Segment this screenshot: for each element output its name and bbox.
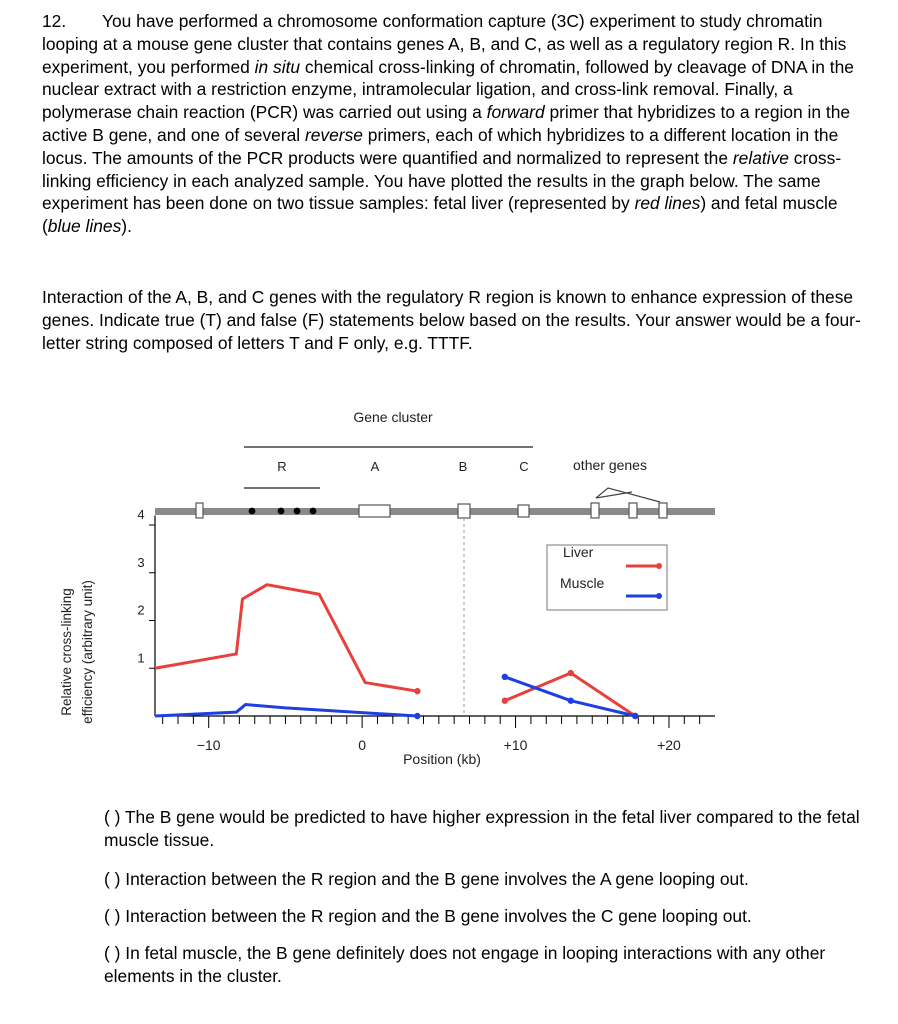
y-tick-label: 2: [137, 602, 145, 618]
italic-run: in situ: [254, 56, 301, 77]
series-line-liver: [155, 585, 417, 691]
x-tick-label: +20: [657, 737, 681, 753]
data-point-muscle: [414, 713, 420, 719]
y-tick-label: 3: [137, 554, 145, 570]
gene-label-a: A: [370, 459, 380, 474]
text-run: cross-linking efficiency in each analyzed sample. You have plotted the results in the graph below. The same experiment has been done on two tissue samples: fetal liver (represented by: [42, 147, 842, 214]
plot: [59, 507, 715, 767]
legend: [547, 544, 667, 610]
text-run: ).: [121, 216, 132, 237]
legend-dot-muscle: [656, 593, 662, 599]
data-point-liver: [502, 698, 508, 704]
gene-label-r: R: [277, 459, 287, 474]
statement-4[interactable]: ( ) In fetal muscle, the B gene definitely does not engage in looping interactions with any other elements in the cluster.: [104, 943, 826, 986]
italic-run: red lines: [634, 193, 701, 214]
r-element-dot: [249, 508, 256, 515]
data-point-muscle: [632, 713, 638, 719]
other-genes-bracket: [596, 488, 660, 502]
y-tick-label: 4: [137, 507, 145, 522]
r-element-dot: [294, 508, 301, 515]
y-axis-label-line-2: efficiency (arbitrary unit): [80, 580, 95, 724]
x-tick-label: 0: [358, 737, 367, 753]
other-genes-label: other genes: [573, 457, 647, 473]
series-line-muscle: [505, 677, 635, 716]
gene-cluster-label: Gene cluster: [353, 409, 433, 425]
question-body: [42, 11, 854, 236]
y-tick-label: 1: [137, 650, 145, 666]
axes: [137, 507, 715, 753]
gene-b-box: [458, 504, 470, 518]
gene-c-box: [518, 505, 529, 517]
text-run: ) and fetal muscle (: [42, 193, 838, 237]
x-tick-label: −10: [196, 737, 221, 753]
statement-3[interactable]: ( ) Interaction between the R region and the B gene involves the C gene looping out.: [104, 906, 752, 926]
r-element-dot: [310, 508, 317, 515]
italic-run: reverse: [304, 124, 363, 145]
question-paragraph-2: Interaction of the A, B, and C genes with the regulatory R region is known to enhance expression of these genes. Indicate true (T) and false (F) statements below based on the results. Your answer would be a four-letter string composed of letters T and F only, e.g. TTTF.: [42, 287, 861, 353]
text-run: You have performed a chromosome conformation capture (3C) experiment to study chromatin looping at a mouse gene cluster that contains genes A, B, and C, as well as a regulatory region R. In this experiment, you performed: [42, 11, 847, 77]
data-point-muscle: [568, 698, 574, 704]
question-number: 12.: [42, 11, 67, 31]
data-point-liver: [568, 670, 574, 676]
y-axis-label-line-1: Relative cross-linking: [59, 588, 74, 716]
series-line-liver: [505, 673, 635, 716]
italic-run: relative: [732, 147, 789, 168]
gene-label-b: B: [458, 459, 468, 474]
legend-dot-liver: [656, 563, 662, 569]
question-paragraph-1: [42, 10, 862, 238]
text-run: primer that hybridizes to a region in the active B gene, and one of several: [42, 102, 851, 145]
gene-a-box: [359, 505, 390, 517]
marker-box: [196, 503, 203, 518]
other-gene-box: [591, 503, 599, 518]
text-run: chemical cross-linking of chromatin, followed by cleavage of DNA in the nuclear extract with a restriction enzyme, intramolecular ligation, and cross-link removal. Finally, a polymerase chain reaction (PCR) was carried out using a: [42, 56, 854, 123]
legend-label-muscle: Muscle: [560, 575, 605, 591]
statement-1[interactable]: ( ) The B gene would be predicted to have higher expression in the fetal liver compared to the fetal muscle tissue.: [104, 807, 860, 850]
gene-label-c: C: [519, 459, 529, 474]
data-point-muscle: [502, 674, 508, 680]
legend-label-liver: Liver: [563, 544, 594, 560]
series-line-muscle: [155, 705, 417, 716]
x-axis-label: Position (kb): [403, 751, 481, 767]
other-gene-box: [629, 503, 637, 518]
x-tick-label: +10: [503, 737, 528, 753]
text-run: primers, each of which hybridizes to a different location in the locus. The amounts of the PCR products were quantified and normalized to represent the: [42, 124, 839, 168]
r-element-dot: [278, 508, 285, 515]
data-point-liver: [414, 688, 420, 694]
figure: [0, 390, 898, 790]
italic-run: forward: [486, 102, 545, 123]
statement-2[interactable]: ( ) Interaction between the R region and the B gene involves the A gene looping out.: [104, 869, 749, 889]
italic-run: blue lines: [47, 216, 122, 237]
other-gene-box: [659, 503, 667, 518]
